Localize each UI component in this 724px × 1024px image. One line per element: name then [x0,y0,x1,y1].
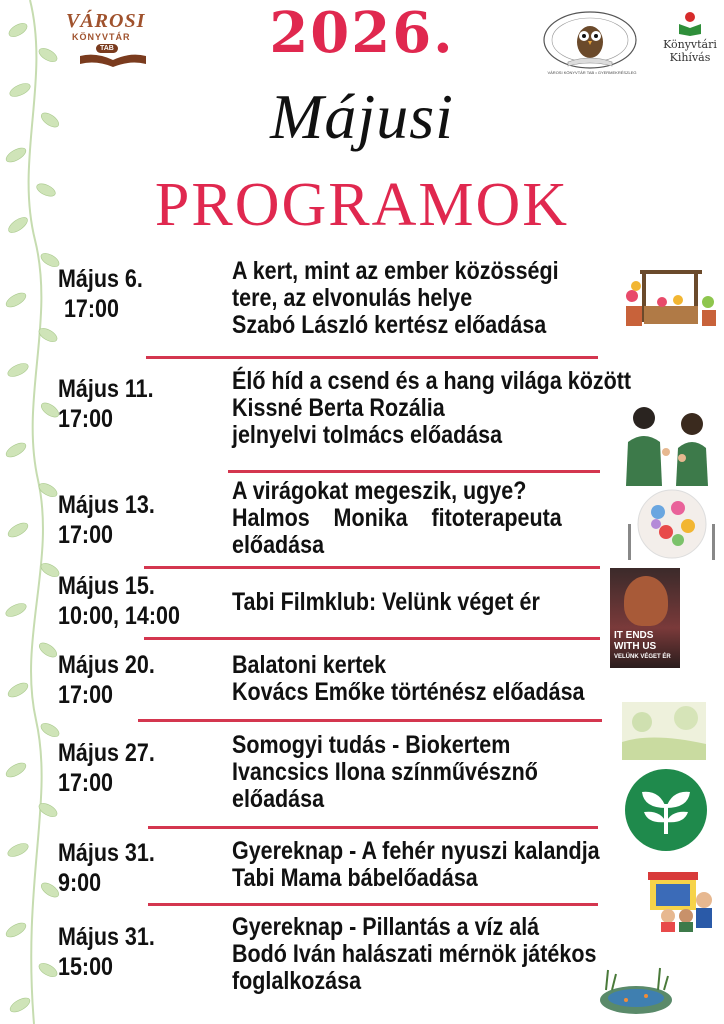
puppet-theater-icon [646,866,718,932]
event-line: előadása [232,785,325,813]
event-day: Május 31. [58,923,155,951]
library-logo-line1: VÁROSI [66,10,146,32]
event-line: A virágokat megeszik, ugye? [232,477,527,505]
event-time: 15:00 [58,953,113,981]
event-line: Kissné Berta Rozália [232,394,445,422]
event-day: Május 6. [58,265,143,293]
sign-language-people-icon [620,402,716,486]
event-day: Május 11. [58,375,154,403]
event-description [232,478,562,559]
event-description [232,838,600,892]
event-line: Somogyi tudás - Biokertem [232,731,511,759]
event-line: előadása [232,531,325,559]
event-day: Május 27. [58,739,155,767]
poster-subtitle: VELÜNK VÉGET ÉR [614,654,671,660]
event-time: 10:00, 14:00 [58,602,180,630]
event-line: Ivancsics Ilona színművésznő [232,758,538,786]
garden-watercolor-icon [622,702,706,760]
event-description [232,732,538,813]
film-poster-icon [610,568,680,668]
event-line: Gyereknap - A fehér nyuszi kalandja [232,837,600,865]
event-time: 17:00 [58,295,119,323]
event-description [232,589,540,616]
event-time: 17:00 [58,405,113,433]
event-line: Szabó László kertész előadása [232,311,547,339]
divider [148,903,598,906]
event-line: Gyereknap - Pillantás a víz alá [232,913,540,941]
event-time: 17:00 [58,681,113,709]
divider [144,566,600,569]
event-line: Tabi Filmklub: Velünk véget ér [232,588,540,616]
event-description [232,652,585,706]
event-date [58,738,155,798]
divider [138,719,602,722]
event-date [58,571,180,631]
event-date [58,374,154,434]
event-line: jelnyelvi tolmács előadása [232,421,503,449]
event-day: Május 15. [58,572,155,600]
poster-title-line2: WITH US [614,641,657,652]
divider [144,637,600,640]
event-date [58,490,155,550]
title-month: Májusi [270,81,454,152]
divider [228,470,600,473]
event-line: A kert, mint az ember közösségi [232,257,559,285]
library-logo-line3: TAB [96,44,118,53]
event-line: Balatoni kertek [232,651,387,679]
library-challenge-label: Könyvtári Kihívás [663,38,717,64]
event-day: Május 20. [58,651,155,679]
event-line: foglalkozása [232,967,362,995]
event-day: Május 13. [58,491,155,519]
event-line: Tabi Mama bábelőadása [232,864,478,892]
title-year: 2026. [269,0,455,66]
poster-title-line1: IT ENDS [614,630,654,641]
owl-logo-ring-text: VÁROSI KÖNYVTÁR TAB • GYERMEKRÉSZLEG [547,70,637,75]
event-line: Bodó Iván halászati mérnök játékos [232,940,597,968]
event-date [58,650,155,710]
event-time: 17:00 [58,769,113,797]
title-programs: PROGRAMOK [154,171,570,239]
event-day: Május 31. [58,839,155,867]
event-description [232,258,559,339]
event-date [58,264,143,324]
event-line: Élő híd a csend és a hang világa között [232,367,632,395]
event-description [232,914,596,995]
edible-flowers-plate-icon [622,484,720,564]
event-line: tere, az elvonulás helye [232,284,473,312]
event-line: Kovács Emőke történész előadása [232,678,585,706]
event-description [232,368,631,449]
event-date [58,922,155,982]
garden-tools-icon [622,262,720,334]
library-logo-line2: KÖNYVTÁR [72,32,131,42]
event-line: Halmos Monika fitoterapeuta [232,504,562,532]
pond-icon [596,960,676,1016]
leaf-circle-icon [624,768,708,852]
event-time: 9:00 [58,869,102,897]
divider [148,826,598,829]
event-time: 17:00 [58,521,113,549]
event-date [58,838,155,898]
divider [146,356,598,359]
